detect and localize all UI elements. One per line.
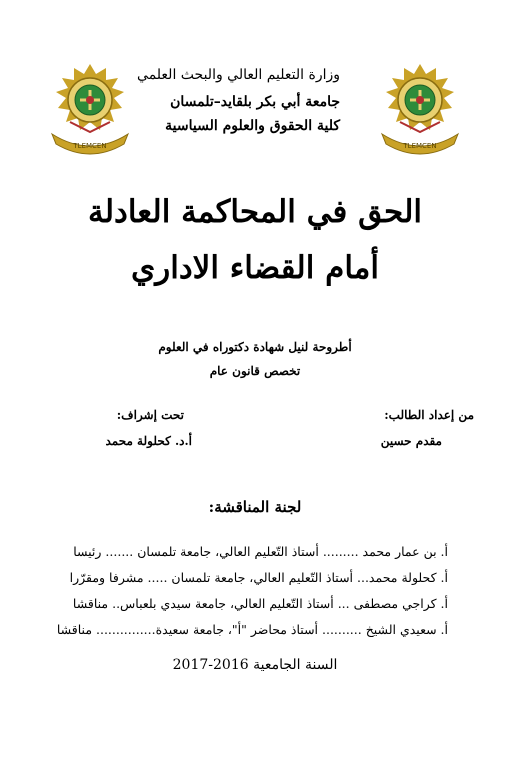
seal-emblem-icon bbox=[370, 60, 470, 160]
svg-text:TLEMCEN: TLEMCEN bbox=[403, 142, 437, 150]
thesis-title-line-1: الحق في المحاكمة العادلة bbox=[87, 194, 423, 230]
committee-member: أ. كحلولة محمد... أستاذ التّعليم العالي، جامعة تلمسان ..... مشرفا ومقرّرا bbox=[69, 570, 448, 585]
committee-member: أ. سعيدي الشيخ .......... أستاذ محاضر "أ"، جامعة سعيدة............... مناقشا bbox=[56, 622, 448, 637]
thesis-title-line-2: أمام القضاء الاداري bbox=[130, 250, 380, 286]
university-seal-right bbox=[370, 60, 470, 160]
seal-emblem-icon bbox=[40, 60, 140, 160]
academic-year: السنة الجامعية 2016-2017 bbox=[172, 657, 338, 673]
university-seal-left bbox=[40, 60, 140, 160]
supervisor-name: أ.د. كحلولة محمد bbox=[105, 434, 192, 448]
committee-member: أ. بن عمار محمد ......... أستاذ التّعليم العالي، جامعة تلمسان ....... رئيسا bbox=[73, 544, 448, 559]
svg-text:TLEMCEN: TLEMCEN bbox=[73, 142, 107, 150]
committee-title: لجنة المناقشة: bbox=[208, 498, 302, 516]
student-name: مقدم حسين bbox=[380, 434, 442, 448]
ministry-name: وزارة التعليم العالي والبحث العلمي bbox=[137, 67, 340, 83]
student-label: من إعداد الطالب: bbox=[384, 408, 474, 422]
supervisor-label: تحت إشراف: bbox=[116, 408, 184, 422]
thesis-purpose: أطروحة لنيل شهادة دكتوراه في العلوم bbox=[158, 340, 352, 354]
faculty-name: كلية الحقوق والعلوم السياسية bbox=[165, 118, 340, 134]
university-name: جامعة أبي بكر بلقايد–تلمسان bbox=[170, 94, 340, 110]
thesis-specialty: تخصص قانون عام bbox=[209, 364, 301, 378]
committee-member: أ. كراجي مصطفى ... أستاذ التّعليم العالي، جامعة سيدي بلعباس.. مناقشا bbox=[72, 596, 448, 611]
